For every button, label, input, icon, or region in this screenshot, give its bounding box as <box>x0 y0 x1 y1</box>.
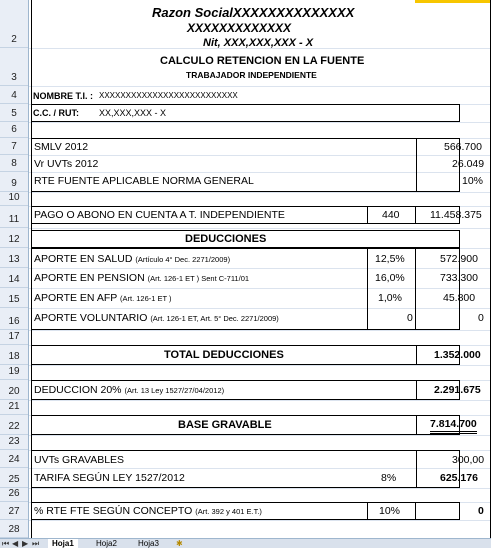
company-name-2[interactable]: XXXXXXXXXXXXX <box>187 21 292 35</box>
row-number[interactable]: 26 <box>0 488 28 502</box>
company-name[interactable]: Razon SocialXXXXXXXXXXXXXX <box>152 5 355 20</box>
tarifa-pct[interactable]: 8% <box>381 472 397 484</box>
row-number[interactable]: 28 <box>0 520 28 538</box>
pension-note: (Art. 126-1 ET ) Sent C-711/01 <box>147 274 250 283</box>
pension-value[interactable]: 733.300 <box>440 272 478 284</box>
afp-value[interactable]: 45.800 <box>443 292 476 304</box>
row-number[interactable]: 5 <box>0 104 28 122</box>
rte-concepto-note: (Art. 392 y 401 E.T.) <box>195 507 262 516</box>
row-number[interactable]: 25 <box>0 468 28 488</box>
row-number[interactable]: 20 <box>0 380 28 400</box>
row-number[interactable]: 12 <box>0 228 28 248</box>
pago-value[interactable]: 11.458.375 <box>430 209 482 221</box>
voluntario-label-text: APORTE VOLUNTARIO <box>34 312 148 324</box>
page-subtitle[interactable]: TRABAJADOR INDEPENDIENTE <box>186 70 317 80</box>
rte-general-value[interactable]: 10% <box>462 175 484 187</box>
rte-concepto-pct[interactable]: 10% <box>379 505 401 517</box>
row-number[interactable]: 19 <box>0 365 28 380</box>
cc-label[interactable]: C.C. / RUT: <box>33 108 79 118</box>
row-number[interactable]: 11 <box>0 206 28 228</box>
row-number[interactable]: 22 <box>0 415 28 435</box>
uvt-value[interactable]: 26.049 <box>452 158 485 170</box>
new-sheet-icon[interactable]: ✱ <box>176 539 183 548</box>
salud-value[interactable]: 572.900 <box>440 253 478 265</box>
deduccion20-value[interactable]: 2.291.675 <box>434 384 481 396</box>
voluntario-value[interactable]: 0 <box>478 312 484 324</box>
rte-general-label[interactable]: RTE FUENTE APLICABLE NORMA GENERAL <box>34 175 254 187</box>
last-sheet-icon[interactable]: ⏭ <box>32 539 40 548</box>
row-number[interactable]: 27 <box>0 502 28 520</box>
row-number[interactable]: 16 <box>0 308 28 330</box>
row-number[interactable]: 4 <box>0 86 28 104</box>
row-number[interactable]: 13 <box>0 248 28 268</box>
row-number[interactable]: 21 <box>0 400 28 415</box>
rte-concepto-value[interactable]: 0 <box>478 505 484 517</box>
salud-pct[interactable]: 12,5% <box>375 253 405 265</box>
row-number[interactable]: 18 <box>0 345 28 365</box>
nombre-value[interactable]: XXXXXXXXXXXXXXXXXXXXXXXXXX <box>99 91 238 100</box>
tab-hoja3[interactable]: Hoja3 <box>138 539 159 548</box>
row-number[interactable]: 17 <box>0 330 28 345</box>
row-number[interactable]: 9 <box>0 172 28 192</box>
rte-concepto-label[interactable] <box>34 506 262 517</box>
pago-label[interactable]: PAGO O ABONO EN CUENTA A T. INDEPENDIENTE <box>34 209 285 221</box>
company-nit[interactable]: Nit, XXX,XXX,XXX - X <box>203 37 314 49</box>
deduccion20-label-text: DEDUCCION 20% <box>34 384 122 396</box>
row-number[interactable]: 15 <box>0 288 28 308</box>
total-value[interactable]: 1.352.000 <box>434 349 481 361</box>
uvts-grav-value[interactable]: 300,00 <box>452 454 485 466</box>
salud-label[interactable] <box>34 254 230 265</box>
row-number[interactable]: 24 <box>0 450 28 468</box>
pago-qty[interactable]: 440 <box>382 209 400 221</box>
tab-hoja1[interactable]: Hoja1 <box>48 539 78 548</box>
pension-pct[interactable]: 16,0% <box>375 272 405 284</box>
tarifa-value[interactable]: 625.176 <box>440 472 478 484</box>
row-number[interactable]: 8 <box>0 155 28 172</box>
row-number[interactable]: 10 <box>0 192 28 206</box>
afp-label-text: APORTE EN AFP <box>34 292 118 304</box>
uvt-label[interactable]: Vr UVTs 2012 <box>34 158 99 170</box>
pension-label[interactable] <box>34 273 249 284</box>
deducciones-title[interactable]: DEDUCCIONES <box>185 233 267 245</box>
row-number[interactable]: 6 <box>0 122 28 138</box>
deduccion20-label[interactable] <box>34 385 224 396</box>
tab-hoja2[interactable]: Hoja2 <box>96 539 117 548</box>
smlv-label[interactable]: SMLV 2012 <box>34 141 89 153</box>
page-title[interactable]: CALCULO RETENCION EN LA FUENTE <box>160 55 365 67</box>
row-number[interactable]: 7 <box>0 138 28 155</box>
base-value[interactable]: 7.814.700 <box>430 419 477 434</box>
afp-label[interactable] <box>34 293 172 304</box>
first-sheet-icon[interactable]: ⏮ <box>2 539 10 548</box>
salud-note: (Artículo 4° Dec. 2271/2009) <box>135 255 231 264</box>
cc-row-box <box>31 104 460 122</box>
deduccion20-note: (Art. 13 Ley 1527/27/04/2012) <box>124 386 225 395</box>
afp-pct[interactable]: 1,0% <box>378 292 402 304</box>
afp-note: (Art. 126-1 ET ) <box>119 294 172 303</box>
next-sheet-icon[interactable]: ▶ <box>22 539 29 548</box>
row-number[interactable]: 14 <box>0 268 28 288</box>
row-headers <box>0 0 29 538</box>
tarifa-label[interactable]: TARIFA SEGÚN LEY 1527/2012 <box>34 472 185 484</box>
smlv-value[interactable]: 566.700 <box>444 141 482 153</box>
total-label[interactable]: TOTAL DEDUCCIONES <box>164 349 284 361</box>
rte-concepto-label-text: % RTE FTE SEGÚN CONCEPTO <box>34 505 193 517</box>
voluntario-pct[interactable]: 0 <box>407 312 413 324</box>
nombre-label[interactable]: NOMBRE T.I. : <box>33 91 93 101</box>
prev-sheet-icon[interactable]: ◀ <box>12 539 19 548</box>
row-number[interactable]: 3 <box>0 48 28 86</box>
base-label[interactable]: BASE GRAVABLE <box>178 419 272 431</box>
cc-value[interactable]: XX,XXX,XXX - X <box>99 108 167 118</box>
row-number[interactable]: 23 <box>0 435 28 450</box>
voluntario-note: (Art. 126-1 ET, Art. 5° Dec. 2271/2009) <box>150 314 279 323</box>
voluntario-label[interactable] <box>34 313 279 324</box>
row-number[interactable]: 2 <box>0 0 28 48</box>
salud-label-text: APORTE EN SALUD <box>34 253 133 265</box>
pension-label-text: APORTE EN PENSION <box>34 272 145 284</box>
uvts-grav-label[interactable]: UVTs GRAVABLES <box>34 454 125 466</box>
